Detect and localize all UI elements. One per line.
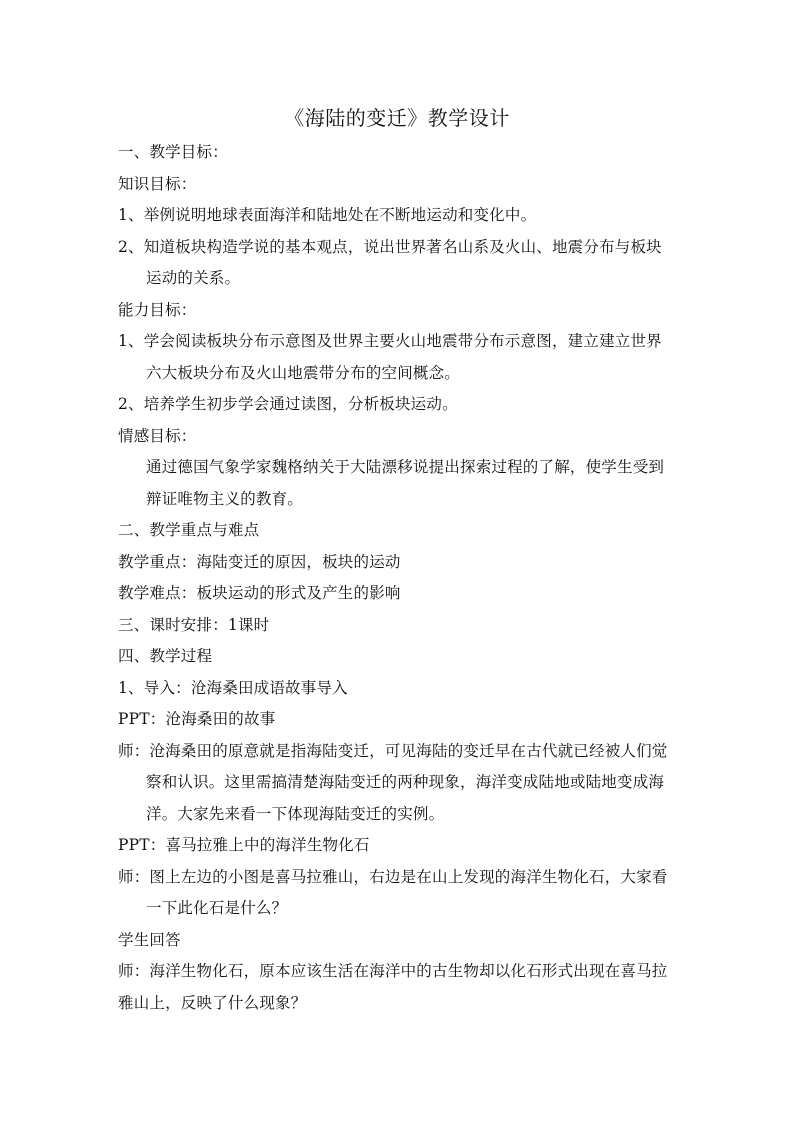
- ppt-note-1: PPT：沧海桑田的故事: [118, 710, 276, 728]
- subheading-ability: 能力目标：: [118, 301, 197, 319]
- teacher-line-2-cont: 一下此化石是什么？: [146, 899, 288, 917]
- subheading-emotion: 情感目标：: [118, 427, 197, 445]
- teacher-line-3: 师：海洋生物化石，原本应该生活在海洋中的古生物却以化石形式出现在喜马拉: [118, 962, 668, 980]
- ability-item-1-cont: 六大板块分布及火山地震带分布的空间概念。: [146, 364, 461, 382]
- ability-item-1: 1、学会阅读板块分布示意图及世界主要火山地震带分布示意图，建立建立世界: [118, 332, 662, 350]
- teacher-line-1: 师：沧海桑田的原意就是指海陆变迁，可见海陆的变迁早在古代就已经被人们觉: [118, 742, 668, 760]
- section-heading-objectives: 一、教学目标：: [118, 143, 228, 161]
- key-point: 教学重点：海陆变迁的原因，板块的运动: [118, 553, 401, 571]
- teacher-line-3-cont: 雅山上，反映了什么现象？: [118, 994, 307, 1012]
- teacher-line-1-cont-2: 洋。大家先来看一下体现海陆变迁的实例。: [146, 805, 445, 823]
- knowledge-item-1: 1、举例说明地球表面海洋和陆地处在不断地运动和变化中。: [118, 206, 537, 224]
- emotion-text-cont: 辩证唯物主义的教育。: [146, 490, 304, 508]
- subheading-knowledge: 知识目标：: [118, 175, 197, 193]
- knowledge-item-2: 2、知道板块构造学说的基本观点，说出世界著名山系及火山、地震分布与板块: [118, 238, 662, 256]
- knowledge-item-2-cont: 运动的关系。: [146, 269, 241, 287]
- teacher-line-1-cont-1: 察和认识。这里需搞清楚海陆变迁的两种现象，海洋变成陆地或陆地变成海: [146, 773, 665, 791]
- ppt-note-2: PPT：喜马拉雅上中的海洋生物化石: [118, 836, 370, 854]
- section-heading-process: 四、教学过程: [118, 647, 213, 665]
- difficult-point: 教学难点：板块运动的形式及产生的影响: [118, 584, 401, 602]
- section-heading-key-points: 二、教学重点与难点: [118, 521, 260, 539]
- section-heading-schedule: 三、课时安排：1课时: [118, 616, 270, 634]
- document-title: 《海陆的变迁》教学设计: [284, 106, 510, 130]
- process-intro: 1、导入：沧海桑田成语故事导入: [118, 679, 348, 697]
- student-answer: 学生回答: [118, 931, 181, 949]
- teacher-line-2: 师：图上左边的小图是喜马拉雅山，右边是在山上发现的海洋生物化石，大家看: [118, 868, 668, 886]
- emotion-text: 通过德国气象学家魏格纳关于大陆漂移说提出探索过程的了解，使学生受到: [146, 458, 665, 476]
- ability-item-2: 2、培养学生初步学会通过读图，分析板块运动。: [118, 395, 458, 413]
